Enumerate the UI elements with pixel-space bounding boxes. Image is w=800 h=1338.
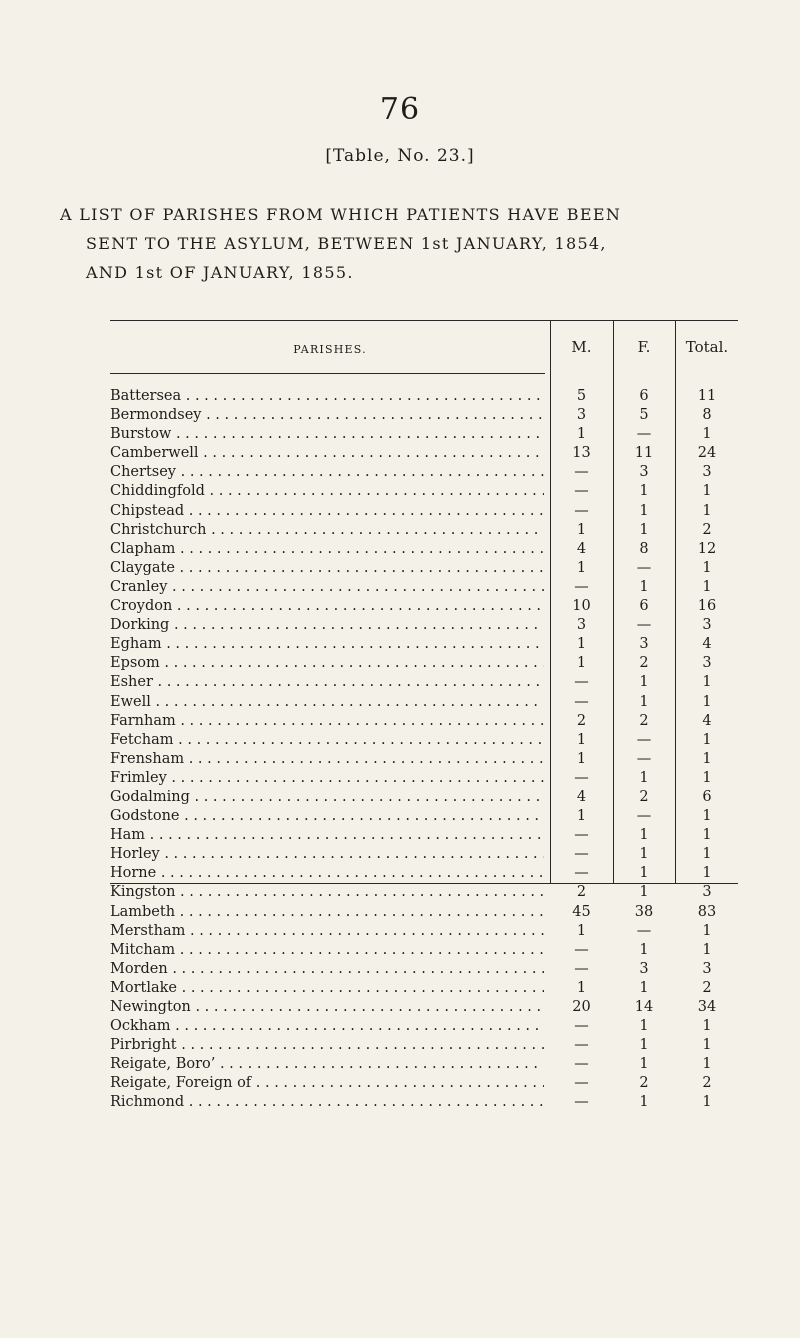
male-count: 1 bbox=[576, 750, 587, 767]
table-row bbox=[110, 845, 738, 864]
male-count: — bbox=[574, 693, 589, 710]
parish-name: Croydon . . . bbox=[110, 597, 544, 616]
table-row bbox=[110, 559, 738, 578]
female-count: 2 bbox=[639, 655, 649, 672]
table-row bbox=[110, 463, 738, 482]
female-count: — bbox=[636, 617, 652, 634]
parish-name: Dorking . . . bbox=[110, 616, 544, 635]
male-count: 1 bbox=[576, 979, 587, 996]
parish-name: Pirbright . . . bbox=[110, 1036, 544, 1055]
table-body bbox=[110, 387, 738, 1113]
female-count: 1 bbox=[639, 693, 649, 710]
female-count: 1 bbox=[639, 1018, 649, 1035]
parish-name: Godstone . . . bbox=[110, 807, 544, 826]
table-row bbox=[110, 597, 738, 616]
female-count: 1 bbox=[639, 846, 649, 863]
male-count: — bbox=[574, 464, 589, 481]
female-count: — bbox=[636, 426, 652, 443]
table-row bbox=[110, 406, 738, 425]
female-count: — bbox=[636, 808, 652, 825]
total-count: 1 bbox=[702, 1018, 712, 1035]
male-count: 4 bbox=[576, 540, 587, 557]
male-count: 5 bbox=[576, 388, 587, 404]
page-number: 76 bbox=[379, 92, 421, 127]
total-count: 1 bbox=[702, 1037, 712, 1054]
female-count: 6 bbox=[639, 598, 649, 615]
parish-name: Esher . . . bbox=[110, 673, 544, 692]
male-count: 2 bbox=[576, 712, 587, 729]
parish-name: Reigate, Foreign of . . . bbox=[110, 1074, 544, 1093]
total-count: 1 bbox=[702, 941, 712, 958]
male-count: 1 bbox=[576, 922, 587, 939]
table-row bbox=[110, 788, 738, 807]
female-count: 1 bbox=[639, 483, 649, 500]
table-row bbox=[110, 482, 738, 501]
table-heading bbox=[60, 200, 776, 287]
female-count: 1 bbox=[639, 1094, 649, 1111]
table-row bbox=[110, 826, 738, 845]
parish-name: Christchurch . . . bbox=[110, 521, 544, 540]
male-count: 1 bbox=[576, 655, 587, 672]
table-row bbox=[110, 731, 738, 750]
female-count: 8 bbox=[639, 540, 649, 557]
parish-name: Battersea . . . bbox=[110, 387, 544, 406]
female-count: 14 bbox=[634, 999, 654, 1015]
parish-name: Clapham . . . bbox=[110, 540, 544, 559]
column-header-parishes: PARISHES. bbox=[293, 343, 367, 356]
table-row bbox=[110, 883, 738, 902]
table-row bbox=[110, 1036, 738, 1055]
male-count: 45 bbox=[572, 903, 591, 920]
parish-name: Lambeth . . . bbox=[110, 903, 544, 922]
table-row bbox=[110, 616, 738, 635]
table-row bbox=[110, 1093, 738, 1112]
total-count: 1 bbox=[702, 808, 712, 825]
parish-name: Bermondsey . . . bbox=[110, 406, 544, 425]
total-count: 1 bbox=[702, 1056, 712, 1073]
parish-name: Chertsey . . . bbox=[110, 463, 544, 482]
female-count: 5 bbox=[639, 407, 649, 424]
female-count: 1 bbox=[639, 1056, 649, 1073]
table-row bbox=[110, 903, 738, 922]
parish-name: Reigate, Boro’ . . . bbox=[110, 1055, 544, 1074]
parish-name: Chiddingfold . . . bbox=[110, 482, 544, 501]
table-row bbox=[110, 693, 738, 712]
total-count: 1 bbox=[702, 578, 712, 595]
total-count: 1 bbox=[702, 674, 712, 691]
female-count: — bbox=[636, 922, 652, 939]
female-count: 1 bbox=[639, 979, 649, 996]
parish-name: Claygate . . . bbox=[110, 559, 544, 578]
female-count: 6 bbox=[639, 388, 649, 404]
female-count: 3 bbox=[639, 960, 649, 977]
male-count: — bbox=[574, 827, 589, 844]
total-count: 3 bbox=[702, 655, 712, 672]
male-count: — bbox=[574, 1075, 589, 1092]
table-row bbox=[110, 960, 738, 979]
total-count: 1 bbox=[702, 769, 712, 786]
male-count: 2 bbox=[576, 884, 587, 901]
male-count: — bbox=[574, 1094, 589, 1111]
female-count: 3 bbox=[639, 636, 649, 653]
total-count: 12 bbox=[697, 540, 717, 557]
female-count: — bbox=[636, 559, 652, 576]
male-count: 1 bbox=[576, 636, 587, 653]
male-count: — bbox=[574, 865, 589, 882]
total-count: 2 bbox=[702, 1075, 712, 1092]
male-count: 10 bbox=[572, 598, 591, 615]
table-row bbox=[110, 635, 738, 654]
total-count: 3 bbox=[702, 617, 712, 634]
total-count: 83 bbox=[697, 903, 717, 920]
table-row bbox=[110, 444, 738, 463]
table-top-rule bbox=[110, 320, 738, 321]
table-row bbox=[110, 673, 738, 692]
total-count: 3 bbox=[702, 960, 712, 977]
male-count: — bbox=[574, 578, 589, 595]
total-count: 1 bbox=[702, 865, 712, 882]
table-row bbox=[110, 769, 738, 788]
male-count: 3 bbox=[576, 617, 587, 634]
male-count: — bbox=[574, 1056, 589, 1073]
female-count: 11 bbox=[634, 445, 654, 462]
total-count: 1 bbox=[702, 502, 712, 519]
female-count: 2 bbox=[639, 1075, 649, 1092]
column-header-total: Total. bbox=[685, 338, 729, 356]
parish-name: Camberwell . . . bbox=[110, 444, 544, 463]
male-count: — bbox=[574, 674, 589, 691]
parish-name: Ham . . . bbox=[110, 826, 544, 845]
table-row bbox=[110, 998, 738, 1017]
male-count: 1 bbox=[576, 521, 587, 538]
female-count: 1 bbox=[639, 941, 649, 958]
parish-name: Frimley . . . bbox=[110, 769, 544, 788]
table-row bbox=[110, 712, 738, 731]
table-row bbox=[110, 425, 738, 444]
table-row bbox=[110, 750, 738, 769]
female-count: 1 bbox=[639, 502, 649, 519]
male-count: — bbox=[574, 502, 589, 519]
parish-name: Fetcham . . . bbox=[110, 731, 544, 750]
total-count: 1 bbox=[702, 922, 712, 939]
parish-name: Merstham . . . bbox=[110, 922, 544, 941]
parish-name: Ewell . . . bbox=[110, 693, 544, 712]
male-count: — bbox=[574, 1018, 589, 1035]
total-count: 2 bbox=[702, 979, 712, 996]
table-caption: [Table, No. 23.] bbox=[325, 146, 475, 166]
male-count: 1 bbox=[576, 808, 587, 825]
male-count: — bbox=[574, 846, 589, 863]
parish-name: Mitcham . . . bbox=[110, 941, 544, 960]
parish-name: Epsom . . . bbox=[110, 654, 544, 673]
table-row bbox=[110, 1017, 738, 1036]
total-count: 1 bbox=[702, 1094, 712, 1111]
table-row bbox=[110, 502, 738, 521]
table-row bbox=[110, 979, 738, 998]
male-count: 4 bbox=[576, 788, 587, 805]
total-count: 3 bbox=[702, 464, 712, 481]
parish-name: Cranley . . . bbox=[110, 578, 544, 597]
total-count: 16 bbox=[697, 598, 717, 615]
total-count: 11 bbox=[697, 388, 717, 404]
female-count: 2 bbox=[639, 788, 649, 805]
parish-name: Richmond . . . bbox=[110, 1093, 544, 1112]
total-count: 1 bbox=[702, 559, 712, 576]
male-count: 3 bbox=[576, 407, 587, 424]
female-count: 3 bbox=[639, 464, 649, 481]
male-count: 13 bbox=[572, 445, 591, 462]
table-row bbox=[110, 387, 738, 406]
total-count: 2 bbox=[702, 521, 712, 538]
male-count: 1 bbox=[576, 426, 587, 443]
male-count: — bbox=[574, 960, 589, 977]
total-count: 1 bbox=[702, 483, 712, 500]
heading-line-1: A LIST OF PARISHES FROM WHICH PATIENTS HAVE BEEN bbox=[60, 205, 622, 224]
total-count: 4 bbox=[702, 712, 712, 729]
total-count: 24 bbox=[697, 445, 717, 462]
female-count: 1 bbox=[639, 1037, 649, 1054]
total-count: 6 bbox=[702, 788, 712, 805]
female-count: 2 bbox=[639, 712, 649, 729]
parish-name: Morden . . . bbox=[110, 960, 544, 979]
female-count: 1 bbox=[639, 884, 649, 901]
total-count: 1 bbox=[702, 750, 712, 767]
table-row bbox=[110, 864, 738, 883]
male-count: — bbox=[574, 941, 589, 958]
parish-name: Mortlake . . . bbox=[110, 979, 544, 998]
male-count: — bbox=[574, 1037, 589, 1054]
table-row bbox=[110, 578, 738, 597]
total-count: 8 bbox=[702, 407, 712, 424]
female-count: 1 bbox=[639, 521, 649, 538]
table-row bbox=[110, 540, 738, 559]
parish-name: Ockham . . . bbox=[110, 1017, 544, 1036]
parish-name: Frensham . . . bbox=[110, 750, 544, 769]
table-row bbox=[110, 941, 738, 960]
female-count: — bbox=[636, 731, 652, 748]
total-count: 4 bbox=[702, 636, 712, 653]
parish-name: Horley . . . bbox=[110, 845, 544, 864]
female-count: — bbox=[636, 750, 652, 767]
total-count: 1 bbox=[702, 731, 712, 748]
parish-name: Egham . . . bbox=[110, 635, 544, 654]
table-row bbox=[110, 521, 738, 540]
female-count: 38 bbox=[634, 903, 654, 920]
header-rule bbox=[110, 373, 545, 374]
parish-name: Horne . . . bbox=[110, 864, 544, 883]
female-count: 1 bbox=[639, 865, 649, 882]
column-header-f: F. bbox=[637, 338, 651, 356]
parish-name: Burstow . . . bbox=[110, 425, 544, 444]
male-count: 1 bbox=[576, 559, 587, 576]
heading-line-2: SENT TO THE ASYLUM, BETWEEN 1st JANUARY, 1854, bbox=[86, 234, 607, 253]
parish-name: Kingston . . . bbox=[110, 883, 544, 902]
male-count: — bbox=[574, 769, 589, 786]
table-row bbox=[110, 922, 738, 941]
heading-line-3: AND 1st OF JANUARY, 1855. bbox=[86, 263, 354, 282]
total-count: 3 bbox=[702, 884, 712, 901]
total-count: 34 bbox=[697, 999, 717, 1015]
female-count: 1 bbox=[639, 769, 649, 786]
female-count: 1 bbox=[639, 578, 649, 595]
column-header-m: M. bbox=[571, 338, 592, 356]
female-count: 1 bbox=[639, 674, 649, 691]
total-count: 1 bbox=[702, 426, 712, 443]
table-row bbox=[110, 1074, 738, 1093]
male-count: 1 bbox=[576, 731, 587, 748]
parish-name: Godalming . . . bbox=[110, 788, 544, 807]
total-count: 1 bbox=[702, 827, 712, 844]
parish-name: Newington . . . bbox=[110, 998, 544, 1017]
total-count: 1 bbox=[702, 693, 712, 710]
total-count: 1 bbox=[702, 846, 712, 863]
table-row bbox=[110, 807, 738, 826]
table-row bbox=[110, 1055, 738, 1074]
table-row bbox=[110, 654, 738, 673]
parish-name: Chipstead . . . bbox=[110, 502, 544, 521]
parish-name: Farnham . . . bbox=[110, 712, 544, 731]
female-count: 1 bbox=[639, 827, 649, 844]
male-count: — bbox=[574, 483, 589, 500]
male-count: 20 bbox=[572, 999, 591, 1015]
